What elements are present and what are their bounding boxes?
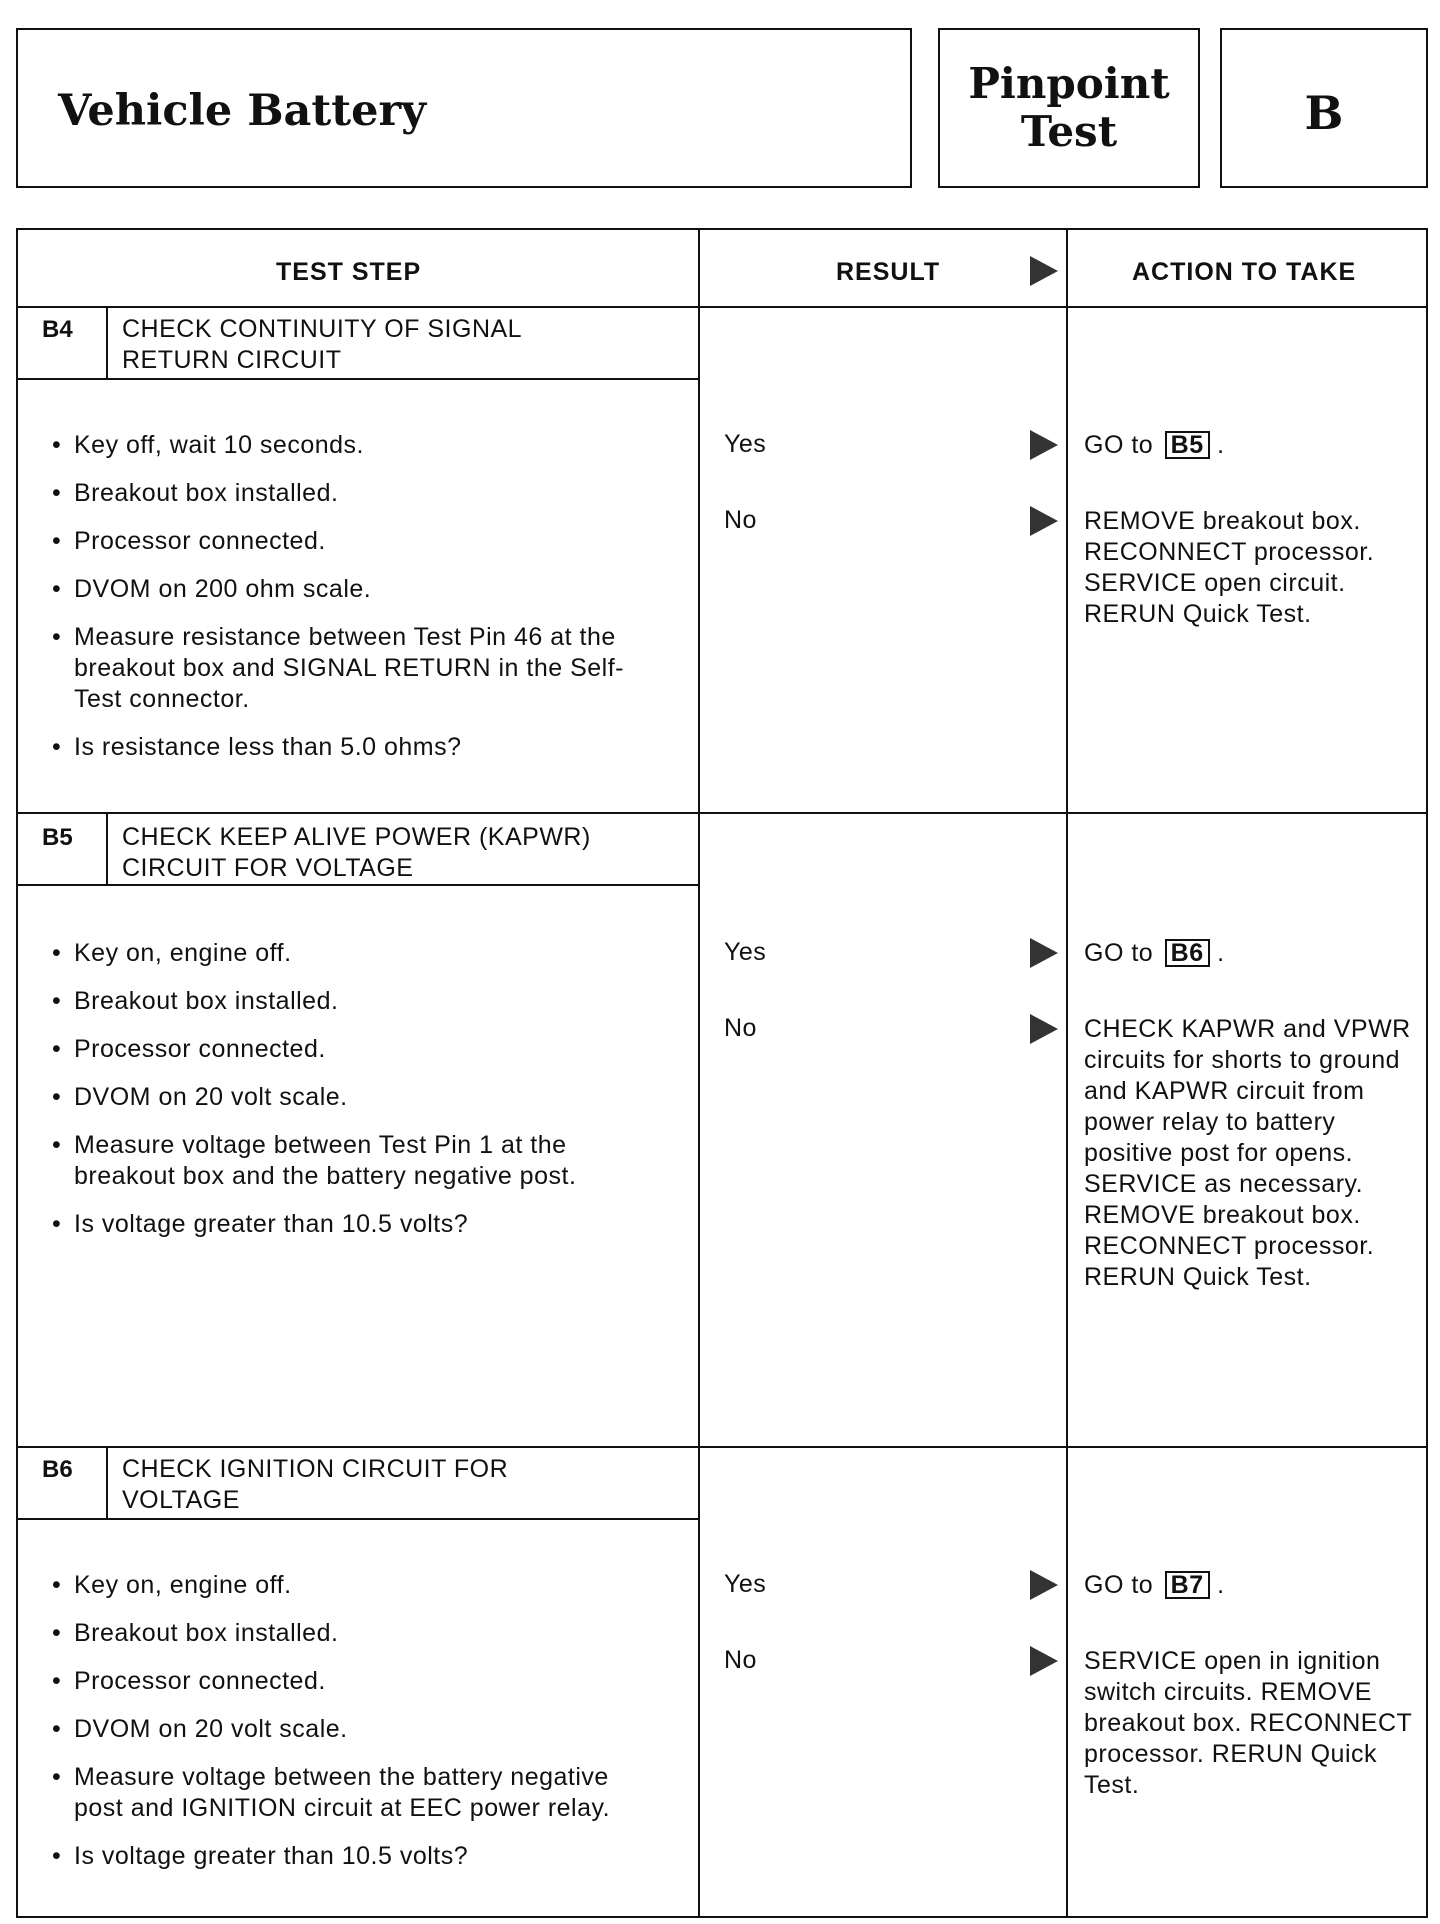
result-no: No [724,1014,757,1042]
step-title [122,822,591,884]
arrow-icon [1030,430,1058,460]
instruction-item: • Measure resistance between Test Pin 46 at the breakout box and SIGNAL RETURN in the Self-Test connector. [48,622,648,715]
column-header-result: RESULT [836,258,941,286]
instruction-item: • Breakout box installed. [48,478,648,509]
step-reference-b7[interactable]: B7 [1165,1571,1210,1599]
column-header-test-step: TEST STEP [276,258,422,286]
step-id-divider [106,812,108,884]
step-title-divider [18,1518,698,1520]
pinpoint-line1: Pinpoint [968,59,1170,108]
test-letter-box [1220,28,1428,188]
instruction-item: • Key on, engine off. [48,1570,648,1601]
pinpoint-test-box [938,28,1200,188]
column-header-action: ACTION TO TAKE [1132,258,1357,286]
arrow-icon [1030,506,1058,536]
action-yes: GO to B5 . [1084,431,1225,459]
instruction-item: • Measure voltage between the battery negative post and IGNITION circuit at EEC power relay. [48,1762,648,1824]
step-title-line2: VOLTAGE [122,1486,240,1514]
step-title-line2: RETURN CIRCUIT [122,346,342,374]
step-reference-b6[interactable]: B6 [1165,939,1210,967]
arrow-icon [1030,1646,1058,1676]
step-id-divider [106,306,108,378]
instruction-item: • Key off, wait 10 seconds. [48,430,648,461]
arrow-icon [1030,938,1058,968]
step-divider [18,812,1426,814]
instruction-item: • Is resistance less than 5.0 ohms? [48,732,648,763]
column-divider-result [698,230,700,1916]
instruction-item: • Measure voltage between Test Pin 1 at the breakout box and the battery negative post. [48,1130,648,1192]
step-id-divider [106,1446,108,1518]
arrow-icon [1030,1570,1058,1600]
instruction-item: • Processor connected. [48,526,648,557]
action-yes: GO to B7 . [1084,1571,1225,1599]
step-title-line2: CIRCUIT FOR VOLTAGE [122,854,414,882]
title-box [16,28,912,188]
step-title-line1: CHECK CONTINUITY OF SIGNAL [122,315,523,343]
step-title [122,314,522,376]
instruction-item: • DVOM on 200 ohm scale. [48,574,648,605]
result-no: No [724,506,757,534]
pinpoint-test-table [16,228,1428,1918]
step-divider [18,1446,1426,1448]
pinpoint-line2: Test [1020,107,1118,156]
instruction-item: • Key on, engine off. [48,938,648,969]
result-no: No [724,1646,757,1674]
instruction-item: • DVOM on 20 volt scale. [48,1714,648,1745]
result-yes: Yes [724,1570,767,1598]
step-instructions [48,938,648,1257]
result-yes: Yes [724,430,767,458]
step-id: B6 [42,1456,73,1483]
action-no: SERVICE open in ignition switch circuits. REMOVE breakout box. RECONNECT processor. RERUN Quick Test. [1084,1647,1412,1799]
instruction-item: • Is voltage greater than 10.5 volts? [48,1841,648,1872]
action-no: REMOVE breakout box. RECONNECT processor. SERVICE open circuit. RERUN Quick Test. [1084,507,1375,628]
step-title-line1: CHECK IGNITION CIRCUIT FOR [122,1455,509,1483]
header-row-divider [18,306,1426,308]
column-divider-action [1066,230,1068,1916]
step-title-divider [18,378,698,380]
page-title: Vehicle Battery [58,86,427,136]
step-id: B5 [42,824,73,851]
step-title-line1: CHECK KEEP ALIVE POWER (KAPWR) [122,823,591,851]
action-no: CHECK KAPWR and VPWR circuits for shorts to ground and KAPWR circuit from power relay to battery positive post for opens. SERVICE as necessary. REMOVE breakout box. RECONNECT processor. RERUN Quick Test. [1084,1015,1411,1291]
instruction-item: • Breakout box installed. [48,1618,648,1649]
pinpoint-test-label [940,60,1198,156]
instruction-item: • Processor connected. [48,1034,648,1065]
arrow-icon [1030,256,1058,286]
step-title-divider [18,884,698,886]
arrow-icon [1030,1014,1058,1044]
step-instructions [48,430,648,780]
result-yes: Yes [724,938,767,966]
test-letter: B [1304,86,1344,140]
step-title [122,1454,508,1516]
instruction-item: • Breakout box installed. [48,986,648,1017]
instruction-item: • DVOM on 20 volt scale. [48,1082,648,1113]
step-reference-b5[interactable]: B5 [1165,431,1210,459]
step-instructions [48,1570,648,1889]
action-yes: GO to B6 . [1084,939,1225,967]
instruction-item: • Processor connected. [48,1666,648,1697]
instruction-item: • Is voltage greater than 10.5 volts? [48,1209,648,1240]
step-id: B4 [42,316,73,343]
